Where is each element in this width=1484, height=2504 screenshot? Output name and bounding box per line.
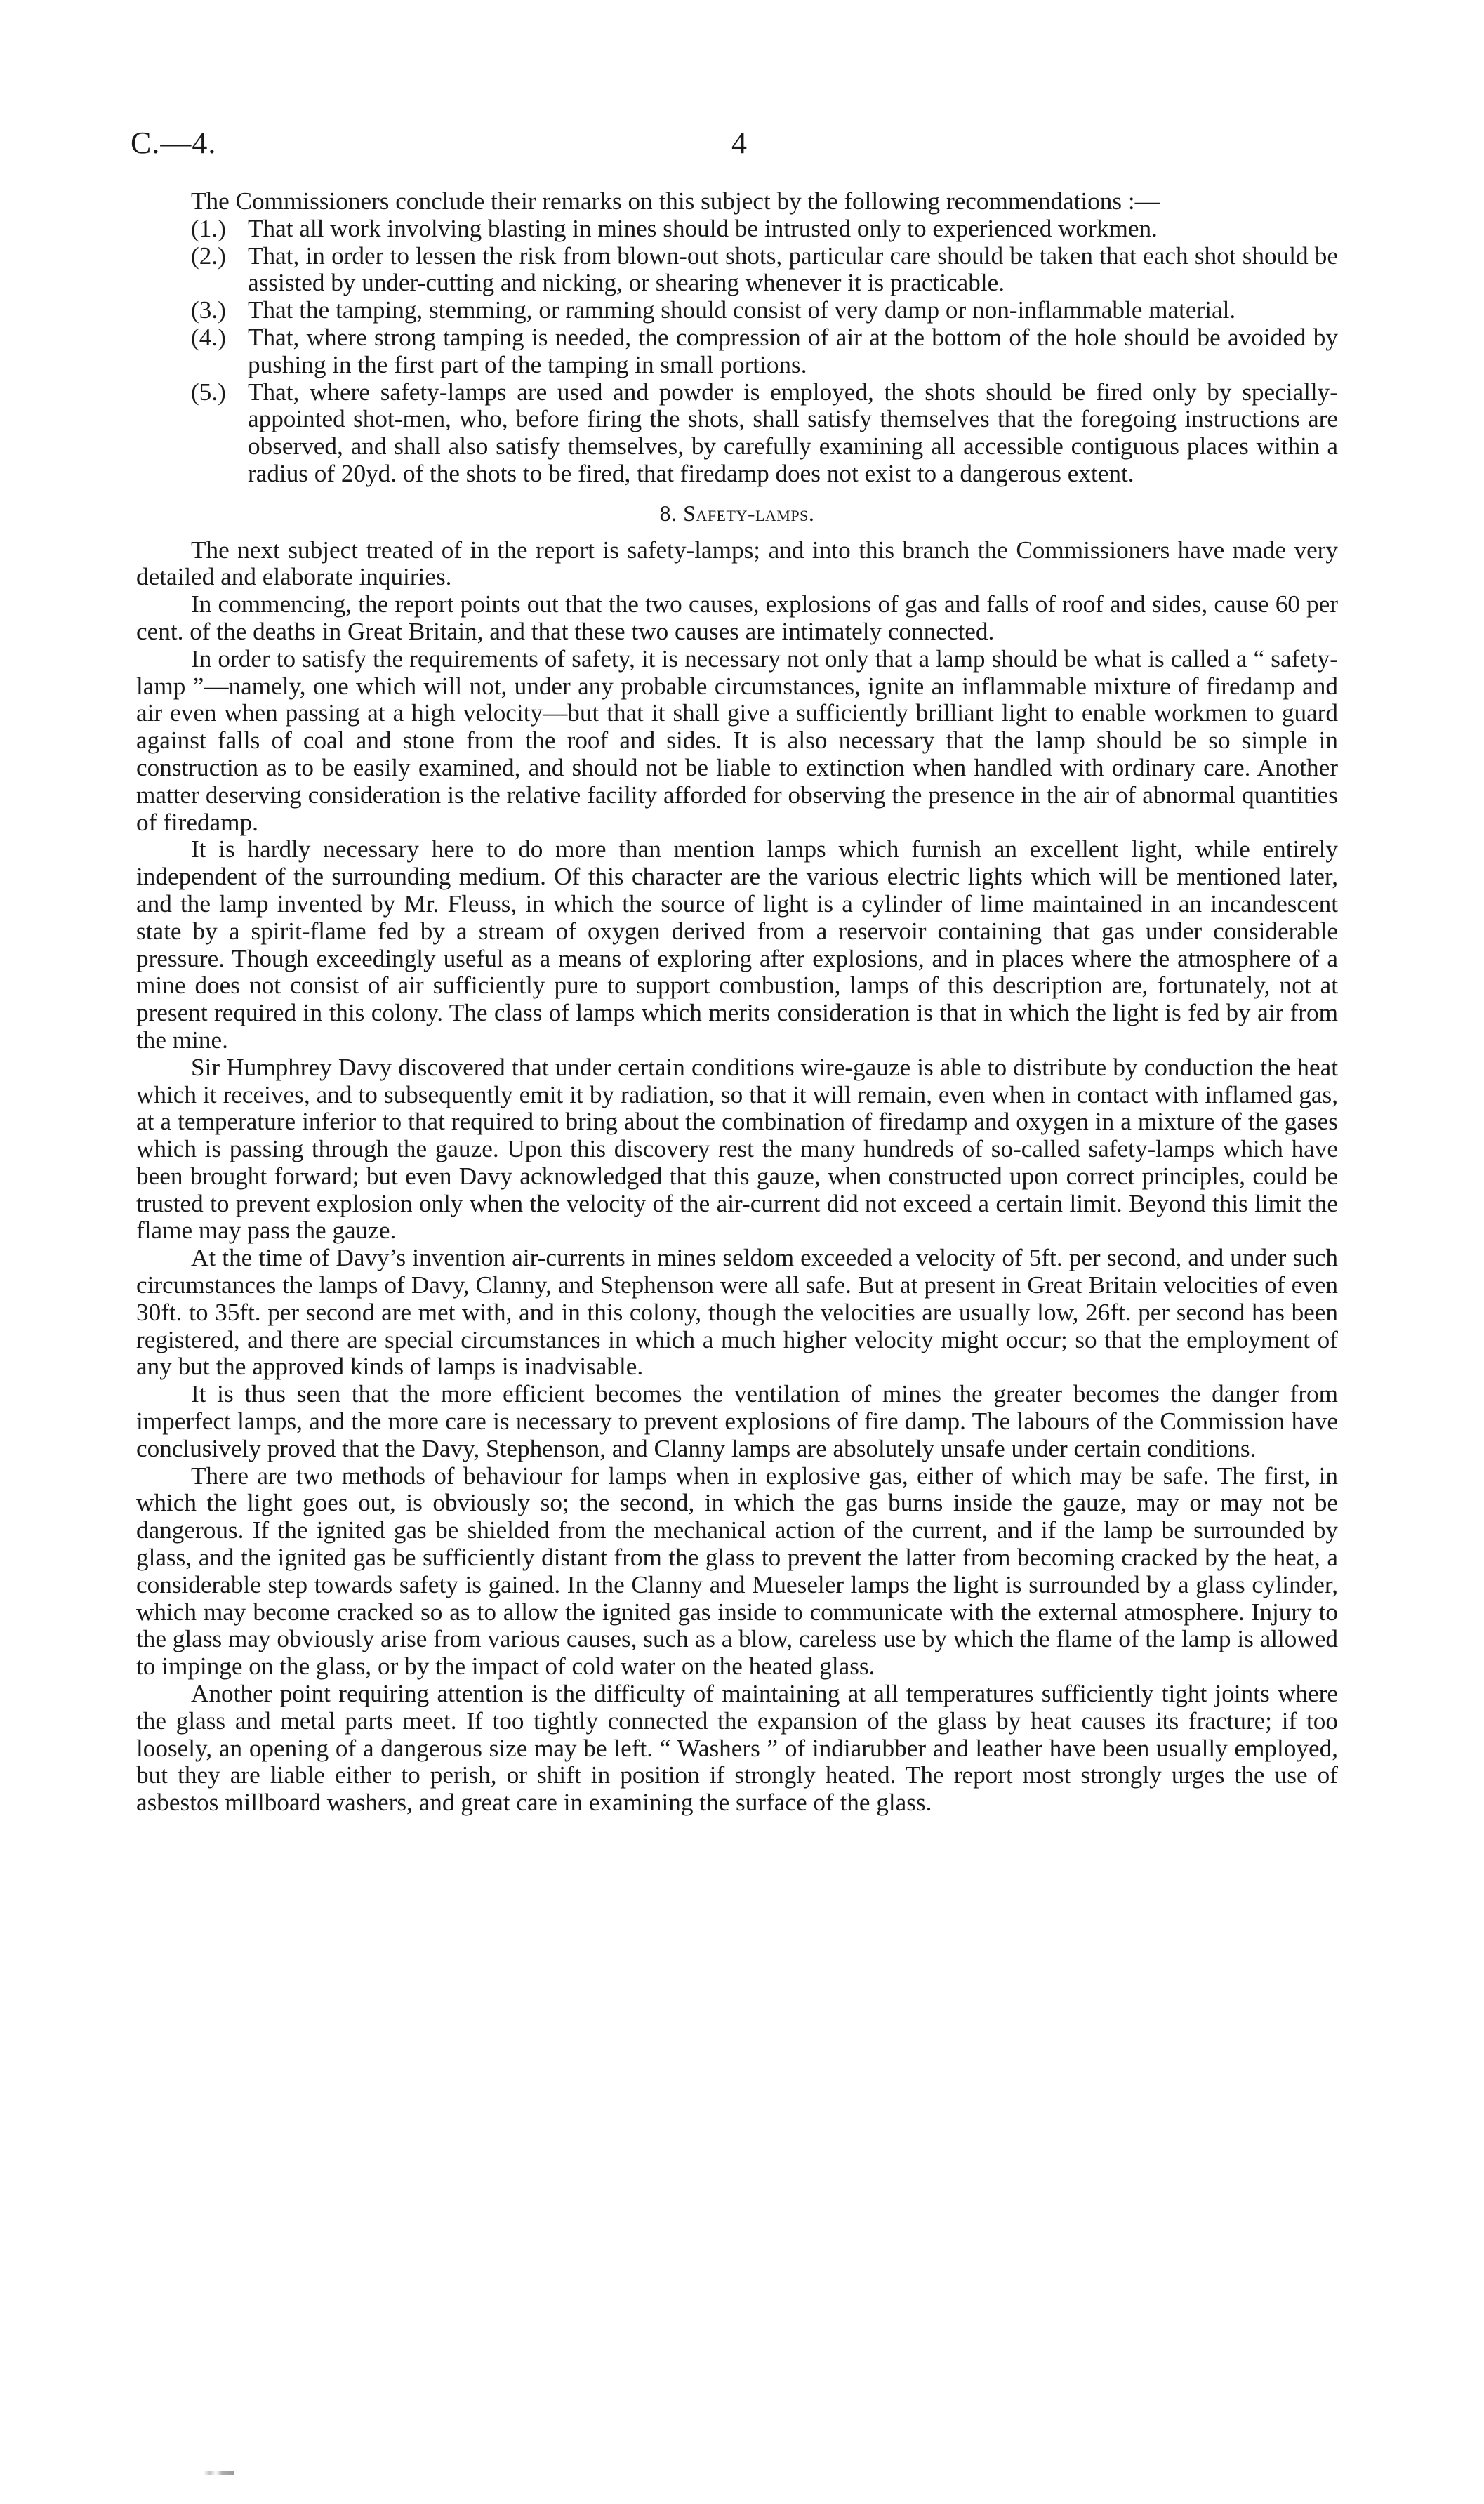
body-paragraph: There are two methods of behaviour for lamps when in explosive gas, either of which may be safe. The first, in which the light goes out, is obviously so; the second, in which the gas burns inside the gauze, may or may not be dangerous. If the ignited gas be shielded from the mechanical action of the current, and if the lamp be surrounded by glass, and the ignited gas be sufficiently distant from the glass to prevent the latter from becoming cracked by the heat, a considerable step towards safety is gained. In the Clanny and Mueseler lamps the light is surrounded by a glass cylinder, which may become cracked so as to allow the ignited gas inside to communicate with the external atmosphere. Injury to the glass may obviously arise from various causes, such as a blow, careless use by which the flame of the lamp is allowed to impinge on the glass, or by the impact of cold water on the heated glass. [136, 1462, 1338, 1681]
recommendation-item [136, 297, 1338, 324]
recommendation-item [136, 243, 1338, 298]
recommendation-text: That, where safety-lamps are used and powder is employed, the shots should be fired only by specially-appointed shot-men, who, before firing the shots, shall satisfy themselves that the foregoing instructions are observed, and shall also satisfy themselves, by carefully examining all accessible contiguous places within a radius of 20yd. of the shots to be fired, that firedamp does not exist to a dangerous extent. [248, 378, 1338, 487]
page-number: 4 [731, 126, 747, 160]
body-paragraph: It is thus seen that the more efficient becomes the ventilation of mines the greater becomes the danger from imperfect lamps, and the more care is necessary to prevent explosions of fire damp. The labours of the Commission have conclusively proved that the Davy, Stephenson, and Clanny lamps are absolutely unsafe under certain conditions. [136, 1380, 1338, 1462]
recommendation-item [136, 324, 1338, 379]
section-number: 8. [659, 500, 677, 526]
body-paragraph: It is hardly necessary here to do more than mention lamps which furnish an excellent light, while entirely independent of the surrounding medium. Of this character are the various electric lights which will be mentioned later, and the lamp invented by Mr. Fleuss, in which the source of light is a cylinder of lime maintained in an incandescent state by a spirit-flame fed by a stream of oxygen derived from a reservoir containing that gas under considerable pressure. Though exceedingly useful as a means of exploring after explosions, and in places where the atmosphere of a mine does not consist of air sufficiently pure to support combustion, lamps of this description are, fortunately, not at present required in this colony. The class of lamps which merits consideration is that in which the light is fed by air from the mine. [136, 835, 1338, 1054]
recommendation-text: That all work involving blasting in mines should be intrusted only to experienced workmen. [248, 214, 1158, 242]
body-paragraph: In commencing, the report points out that the two causes, explosions of gas and falls of roof and sides, cause 60 per cent. of the deaths in Great Britain, and that these two causes are intimately connected. [136, 590, 1338, 645]
body-paragraph: In order to satisfy the requirements of safety, it is necessary not only that a lamp should be what is called a “ safety-lamp ”—namely, one which will not, under any probable circumstances, ignite an inflammable mixture of firedamp and air even when passing at a high velocity—but that it shall give a sufficiently brilliant light to enable workmen to guard against falls of coal and stone from the roof and sides. It is also necessary that the lamp should be so simple in construction as to be easily examined, and should not be liable to extinction when handled with ordinary care. Another matter deserving consideration is the relative facility afforded for observing the presence in the air of abnormal quantities of firedamp. [136, 644, 1338, 836]
recommendation-number: (3.) [191, 296, 226, 324]
section-heading [136, 500, 1338, 527]
recommendation-number: (5.) [191, 378, 226, 406]
body-paragraph: Sir Humphrey Davy discovered that under certain conditions wire-gauze is able to distribute by conduction the heat which it receives, and to subsequently emit it by radiation, so that it will remain, even when in contact with inflamed gas, at a temperature inferior to that required to bring about the combination of firedamp and oxygen in a mixture of the gases which is passing through the gauze. Upon this discovery rest the many hundreds of so-called safety-lamps which have been brought forward; but even Davy acknowledged that this gauze, when constructed upon correct principles, could be trusted to prevent explosion only when the velocity of the air-current did not exceed a certain limit. Beyond this limit the flame may pass the gauze. [136, 1053, 1338, 1245]
recommendations-list [136, 216, 1338, 488]
intro-paragraph: The Commissioners conclude their remarks on this subject by the following recommendations :— [191, 187, 1160, 215]
page-header [131, 125, 1352, 167]
body-paragraph: At the time of Davy’s invention air-currents in mines seldom exceeded a velocity of 5ft. per second, and under such circumstances the lamps of Davy, Clanny, and Stephenson were all safe. But at present in Great Britain velocities of even 30ft. to 35ft. per second are met with, and in this colony, though the velocities are usually low, 26ft. per second has been registered, and there are special circumstances in which a much higher velocity might occur; so that the employment of any but the approved kinds of lamps is inadvisable. [136, 1244, 1338, 1381]
scan-mark [204, 2471, 234, 2475]
recommendation-number: (1.) [191, 214, 226, 242]
recommendation-number: (2.) [191, 241, 226, 270]
recommendation-number: (4.) [191, 323, 226, 351]
body-paragraph: Another point requiring attention is the difficulty of maintaining at all temperatures sufficiently tight joints where the glass and metal parts meet. If too tightly connected the expansion of the glass by heat causes its fracture; if too loosely, an opening of a dangerous size may be left. “ Washers ” of indiarubber and leather have been usually employed, but they are liable either to perish, or shift in position if strongly heated. The report most strongly urges the use of asbestos millboard washers, and great care in examining the surface of the glass. [136, 1680, 1338, 1817]
section-title: Safety-lamps. [683, 500, 815, 526]
recommendation-item [136, 216, 1338, 243]
document-reference: C.—4. [131, 126, 217, 160]
recommendation-item [136, 379, 1338, 488]
recommendation-text: That, where strong tamping is needed, the compression of air at the bottom of the hole should be avoided by pushing in the first part of the tamping in small portions. [248, 323, 1338, 378]
recommendation-text: That, in order to lessen the risk from blown-out shots, particular care should be taken that each shot should be assisted by under-cutting and nicking, or shearing whenever it is practicable. [248, 241, 1338, 297]
body-paragraph: The next subject treated of in the report is safety-lamps; and into this branch the Commissioners have made very detailed and elaborate inquiries. [136, 536, 1338, 591]
recommendation-text: That the tamping, stemming, or ramming should consist of very damp or non-inflammable material. [248, 296, 1236, 324]
document-body [136, 188, 1338, 1817]
